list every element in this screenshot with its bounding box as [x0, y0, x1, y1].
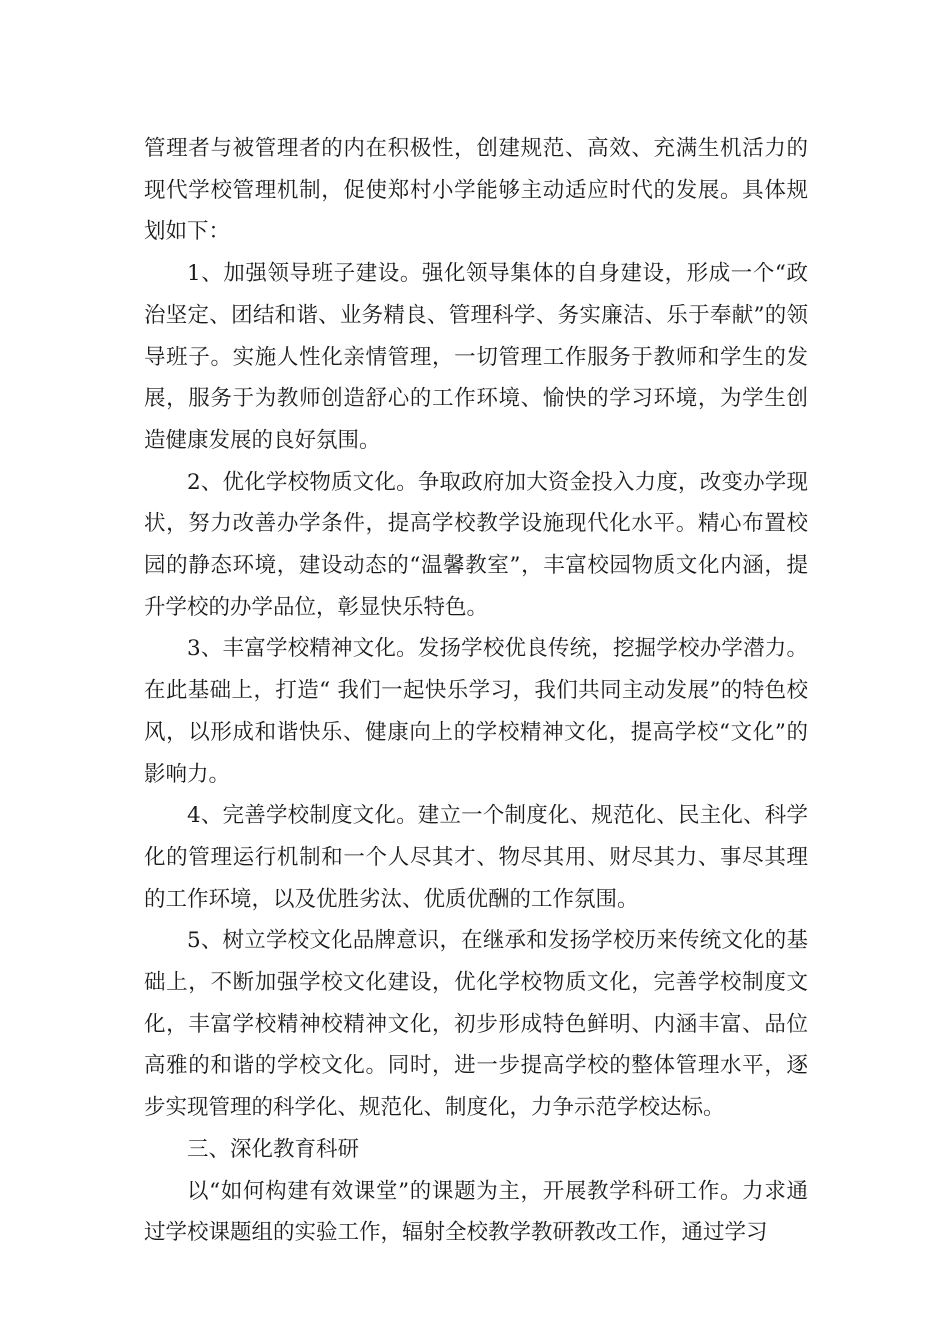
- paragraph-intro-continuation: 管理者与被管理者的内在积极性，创建规范、高效、充满生机活力的现代学校管理机制，促使郑村小学能够主动适应时代的发展。具体规划如下：: [144, 136, 808, 245]
- section-heading-research: 三、深化教育科研: [187, 1136, 360, 1162]
- document-body: [144, 128, 808, 1254]
- paragraph-leadership: 1、加强领导班子建设。强化领导集体的自身建设，形成一个“政治坚定、团结和谐、业务精良、管理科学、务实廉洁、乐于奉献”的领导班子。实施人性化亲情管理，一切管理工作服务于教师和学生的发展，服务于为教师创造舒心的工作环境、愉快的学习环境，为学生创造健康发展的良好氛围。: [144, 261, 808, 453]
- paragraph-material-culture: 2、优化学校物质文化。争取政府加大资金投入力度，改变办学现状，努力改善办学条件，提高学校教学设施现代化水平。精心布置校园的静态环境，建设动态的“温馨教室”，丰富校园物质文化内涵，提升学校的办学品位，彰显快乐特色。: [144, 469, 808, 620]
- paragraph-institutional-culture: 4、完善学校制度文化。建立一个制度化、规范化、民主化、科学化的管理运行机制和一个人尽其才、物尽其用、财尽其力、事尽其理的工作环境，以及优胜劣汰、优质优酬的工作氛围。: [144, 803, 808, 912]
- paragraph-research: 以“如何构建有效课堂”的课题为主，开展教学科研工作。力求通过学校课题组的实验工作，辐射全校教学教研教改工作，通过学习: [144, 1178, 808, 1246]
- paragraph-spiritual-culture: 3、丰富学校精神文化。发扬学校优良传统，挖掘学校办学潜力。在此基础上，打造“ 我们一起快乐学习，我们共同主动发展”的特色校风，以形成和谐快乐、健康向上的学校精神文化，提高学校“文化”的影响力。: [144, 636, 808, 787]
- paragraph-brand-awareness: 5、树立学校文化品牌意识，在继承和发扬学校历来传统文化的基础上，不断加强学校文化建设，优化学校物质文化，完善学校制度文化，丰富学校精神校精神文化，初步形成特色鲜明、内涵丰富、品位高雅的和谐的学校文化。同时，进一步提高学校的整体管理水平，逐步实现管理的科学化、规范化、制度化，力争示范学校达标。: [144, 928, 808, 1121]
